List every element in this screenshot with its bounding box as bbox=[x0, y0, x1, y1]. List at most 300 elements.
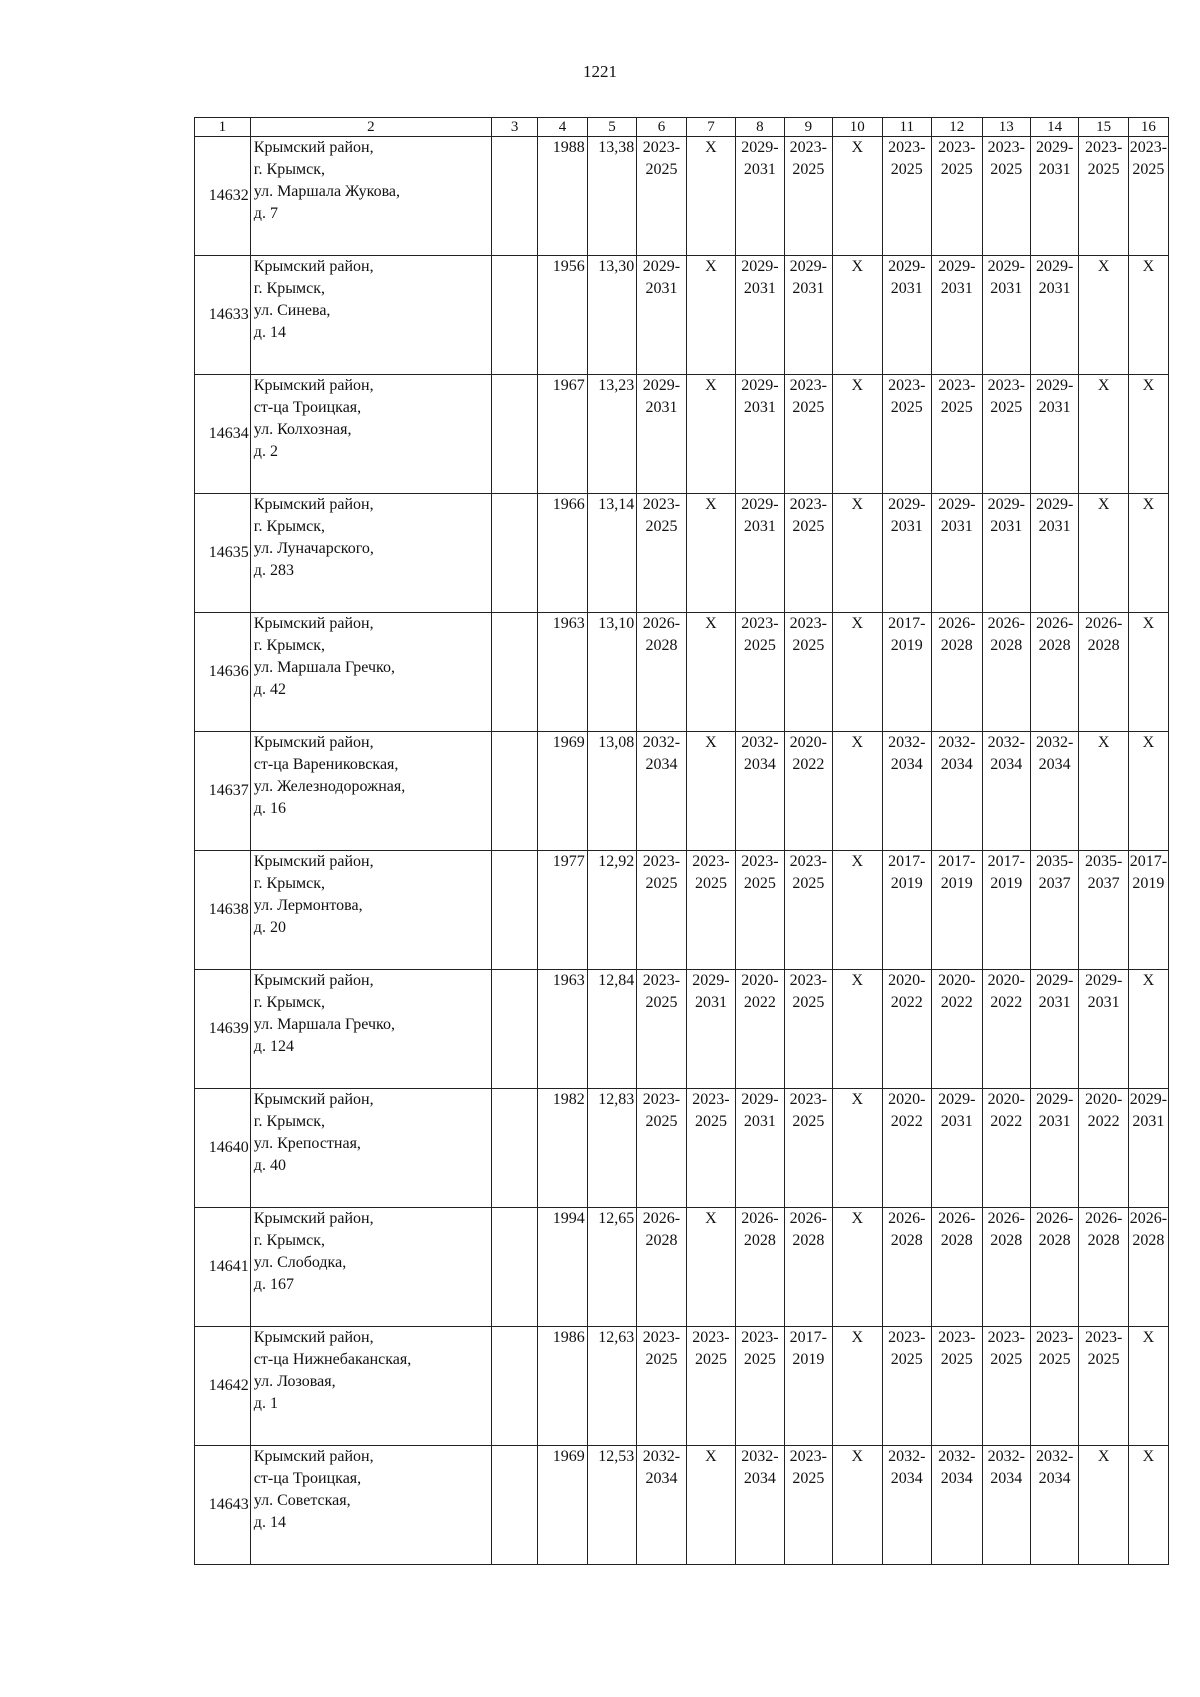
address-line: ул. Лермонтова, bbox=[253, 897, 363, 914]
address-line: г. Крымск, bbox=[253, 1113, 325, 1130]
address-line: г. Крымск, bbox=[253, 637, 325, 654]
period-cell bbox=[882, 1327, 931, 1446]
row-id-cell: 14632 bbox=[195, 137, 251, 256]
period-value: 2031 bbox=[1038, 399, 1071, 416]
period-cell bbox=[982, 613, 1030, 732]
period-value: 2025 bbox=[645, 1113, 678, 1130]
period-value: 2032- bbox=[741, 734, 779, 751]
period-value: 2025 bbox=[743, 637, 776, 654]
period-cell bbox=[736, 256, 784, 375]
period-cell bbox=[882, 851, 931, 970]
column-header: 12 bbox=[932, 118, 983, 137]
col3-cell bbox=[491, 137, 537, 256]
table-row bbox=[195, 375, 1169, 494]
period-value: 2031 bbox=[743, 399, 776, 416]
period-cell bbox=[982, 494, 1030, 613]
period-cell bbox=[686, 1089, 735, 1208]
period-cell bbox=[736, 613, 784, 732]
period-value: 2025 bbox=[645, 875, 678, 892]
address-cell bbox=[250, 375, 491, 494]
period-value: 2017- bbox=[888, 853, 926, 870]
period-cell bbox=[784, 137, 832, 256]
period-value: 2022 bbox=[1087, 1113, 1120, 1130]
period-cell bbox=[833, 494, 882, 613]
address-cell bbox=[250, 613, 491, 732]
period-cell bbox=[784, 256, 832, 375]
address-line: ул. Железнодорожная, bbox=[253, 778, 406, 795]
period-cell bbox=[833, 1208, 882, 1327]
period-cell bbox=[982, 1208, 1030, 1327]
period-cell bbox=[686, 970, 735, 1089]
period-value: 2026- bbox=[888, 1210, 926, 1227]
area-cell: 12,65 bbox=[587, 1208, 636, 1327]
period-value: Х bbox=[851, 615, 864, 632]
row-id-cell: 14637 bbox=[195, 732, 251, 851]
area-cell: 12,63 bbox=[587, 1327, 636, 1446]
period-value: 2017- bbox=[789, 1329, 827, 1346]
period-value: 2023- bbox=[789, 377, 827, 394]
period-cell bbox=[1079, 494, 1128, 613]
table-row bbox=[195, 1208, 1169, 1327]
period-cell bbox=[982, 1089, 1030, 1208]
period-value: 2032- bbox=[1036, 734, 1074, 751]
period-cell bbox=[1079, 1327, 1128, 1446]
period-value: 2019 bbox=[990, 875, 1023, 892]
address-cell bbox=[250, 494, 491, 613]
period-cell bbox=[637, 1327, 686, 1446]
row-id-cell: 14643 bbox=[195, 1446, 251, 1565]
address-line: Крымский район, bbox=[253, 139, 374, 156]
period-value: 2023- bbox=[938, 377, 976, 394]
row-id-cell: 14635 bbox=[195, 494, 251, 613]
period-cell bbox=[833, 256, 882, 375]
address-line: г. Крымск, bbox=[253, 994, 325, 1011]
area-cell: 12,53 bbox=[587, 1446, 636, 1565]
period-value: 2031 bbox=[1038, 280, 1071, 297]
period-value: 2017- bbox=[987, 853, 1025, 870]
period-value: 2032- bbox=[1036, 1448, 1074, 1465]
table-row bbox=[195, 1089, 1169, 1208]
period-cell bbox=[982, 137, 1030, 256]
period-cell bbox=[1030, 494, 1078, 613]
address-line: Крымский район, bbox=[253, 1091, 374, 1108]
address-cell bbox=[250, 137, 491, 256]
period-value: Х bbox=[851, 258, 864, 275]
period-value: Х bbox=[705, 377, 717, 394]
period-cell bbox=[784, 1446, 832, 1565]
period-value: Х bbox=[851, 496, 864, 513]
period-value: 2025 bbox=[694, 875, 727, 892]
period-value: 2025 bbox=[1087, 161, 1120, 178]
period-value: 2031 bbox=[743, 1113, 776, 1130]
period-value: 2029- bbox=[938, 258, 976, 275]
period-value: Х bbox=[851, 139, 864, 156]
period-cell bbox=[833, 1327, 882, 1446]
period-value: Х bbox=[1142, 377, 1155, 394]
period-value: 2026- bbox=[1129, 1210, 1168, 1227]
period-value: 2025 bbox=[792, 399, 825, 416]
period-value: 2023- bbox=[1084, 1329, 1123, 1346]
column-header: 8 bbox=[736, 118, 784, 137]
period-value: 2023- bbox=[987, 1329, 1025, 1346]
period-value: 2026- bbox=[1036, 615, 1074, 632]
period-cell bbox=[1079, 732, 1128, 851]
period-value: 2025 bbox=[792, 875, 825, 892]
address-cell bbox=[250, 1208, 491, 1327]
period-cell bbox=[784, 970, 832, 1089]
period-value: 2031 bbox=[1038, 518, 1071, 535]
period-cell bbox=[637, 970, 686, 1089]
period-value: 2023- bbox=[642, 1329, 681, 1346]
period-value: 2023- bbox=[789, 1448, 827, 1465]
period-value: 2031 bbox=[990, 518, 1023, 535]
period-value: Х bbox=[705, 734, 717, 751]
period-value: Х bbox=[1142, 258, 1155, 275]
address-line: д. 167 bbox=[253, 1276, 294, 1293]
col3-cell bbox=[491, 1327, 537, 1446]
period-value: 2029- bbox=[1129, 1091, 1168, 1108]
address-line: г. Крымск, bbox=[253, 1232, 325, 1249]
period-cell bbox=[1030, 613, 1078, 732]
period-cell bbox=[982, 1327, 1030, 1446]
period-cell bbox=[784, 851, 832, 970]
period-cell bbox=[784, 1208, 832, 1327]
period-value: 2026- bbox=[789, 1210, 827, 1227]
period-value: 2034 bbox=[940, 1470, 973, 1487]
period-value: 2034 bbox=[990, 756, 1023, 773]
period-cell bbox=[1030, 256, 1078, 375]
period-cell bbox=[932, 256, 983, 375]
period-cell bbox=[1128, 1446, 1168, 1565]
address-line: Крымский район, bbox=[253, 377, 374, 394]
period-value: 2029- bbox=[888, 258, 926, 275]
period-value: 2028 bbox=[990, 1232, 1023, 1249]
address-line: Крымский район, bbox=[253, 853, 374, 870]
period-value: 2019 bbox=[792, 1351, 825, 1368]
period-value: 2032- bbox=[987, 1448, 1025, 1465]
period-cell bbox=[637, 851, 686, 970]
period-value: 2019 bbox=[890, 637, 923, 654]
period-cell bbox=[882, 137, 931, 256]
period-cell bbox=[833, 613, 882, 732]
year-cell: 1963 bbox=[538, 970, 587, 1089]
period-value: Х bbox=[851, 1091, 864, 1108]
period-cell bbox=[736, 137, 784, 256]
period-value: 2025 bbox=[645, 994, 678, 1011]
period-cell bbox=[637, 732, 686, 851]
period-value: 2035- bbox=[1084, 853, 1123, 870]
period-cell bbox=[736, 1446, 784, 1565]
period-value: Х bbox=[1142, 972, 1155, 989]
period-value: 2025 bbox=[1087, 1351, 1120, 1368]
period-value: 2025 bbox=[792, 161, 825, 178]
table-row bbox=[195, 1327, 1169, 1446]
period-value: 2020- bbox=[888, 972, 926, 989]
period-value: 2034 bbox=[645, 756, 678, 773]
period-value: 2028 bbox=[990, 637, 1023, 654]
period-value: 2029- bbox=[1036, 496, 1074, 513]
row-id-cell: 14641 bbox=[195, 1208, 251, 1327]
period-cell bbox=[637, 613, 686, 732]
period-value: 2032- bbox=[938, 734, 976, 751]
period-value: 2023- bbox=[789, 615, 827, 632]
period-value: 2025 bbox=[645, 518, 678, 535]
period-cell bbox=[1030, 137, 1078, 256]
period-value: 2034 bbox=[743, 1470, 776, 1487]
area-cell: 13,23 bbox=[587, 375, 636, 494]
period-value: Х bbox=[851, 377, 864, 394]
period-cell bbox=[833, 1089, 882, 1208]
period-value: 2031 bbox=[743, 161, 776, 178]
period-value: 2029- bbox=[741, 258, 779, 275]
period-cell bbox=[833, 732, 882, 851]
period-value: Х bbox=[1142, 1448, 1155, 1465]
period-cell bbox=[882, 1208, 931, 1327]
address-cell bbox=[250, 1446, 491, 1565]
period-value: 2026- bbox=[938, 1210, 976, 1227]
period-cell bbox=[736, 851, 784, 970]
period-cell bbox=[1079, 137, 1128, 256]
area-cell: 13,30 bbox=[587, 256, 636, 375]
period-value: 2017- bbox=[938, 853, 976, 870]
period-cell bbox=[1030, 1327, 1078, 1446]
period-value: 2020- bbox=[987, 1091, 1025, 1108]
period-value: Х bbox=[705, 1448, 717, 1465]
column-header: 5 bbox=[587, 118, 636, 137]
row-id-cell: 14642 bbox=[195, 1327, 251, 1446]
period-cell bbox=[1128, 1208, 1168, 1327]
period-value: 2023- bbox=[789, 496, 827, 513]
period-value: 2028 bbox=[1132, 1232, 1165, 1249]
year-cell: 1966 bbox=[538, 494, 587, 613]
period-cell bbox=[1128, 1327, 1168, 1446]
column-header: 4 bbox=[538, 118, 587, 137]
col3-cell bbox=[491, 1208, 537, 1327]
period-cell bbox=[1030, 1446, 1078, 1565]
table-row bbox=[195, 613, 1169, 732]
year-cell: 1986 bbox=[538, 1327, 587, 1446]
period-value: 2023- bbox=[642, 496, 681, 513]
period-value: Х bbox=[1097, 258, 1110, 275]
address-cell bbox=[250, 970, 491, 1089]
address-line: Крымский район, bbox=[253, 734, 374, 751]
period-cell bbox=[982, 256, 1030, 375]
period-cell bbox=[882, 732, 931, 851]
address-line: ул. Советская, bbox=[253, 1492, 351, 1509]
period-cell bbox=[882, 970, 931, 1089]
period-cell bbox=[736, 375, 784, 494]
period-cell bbox=[1079, 256, 1128, 375]
column-header: 15 bbox=[1079, 118, 1128, 137]
period-cell bbox=[833, 137, 882, 256]
period-value: 2026- bbox=[1036, 1210, 1074, 1227]
period-cell bbox=[1030, 851, 1078, 970]
period-value: 2023- bbox=[741, 853, 779, 870]
address-line: ул. Маршала Гречко, bbox=[253, 659, 396, 676]
period-cell bbox=[932, 732, 983, 851]
period-value: Х bbox=[1142, 615, 1155, 632]
period-cell bbox=[932, 137, 983, 256]
period-value: 2025 bbox=[743, 875, 776, 892]
period-cell bbox=[1128, 970, 1168, 1089]
period-cell bbox=[686, 732, 735, 851]
period-cell bbox=[686, 256, 735, 375]
period-value: 2025 bbox=[743, 1351, 776, 1368]
address-line: ул. Маршала Жукова, bbox=[253, 183, 401, 200]
period-cell bbox=[982, 375, 1030, 494]
period-value: 2025 bbox=[940, 161, 973, 178]
period-value: 2026- bbox=[987, 1210, 1025, 1227]
period-cell bbox=[637, 137, 686, 256]
period-value: 2029- bbox=[741, 496, 779, 513]
period-value: 2028 bbox=[890, 1232, 923, 1249]
period-value: 2023- bbox=[692, 853, 730, 870]
period-cell bbox=[1128, 375, 1168, 494]
year-cell: 1963 bbox=[538, 613, 587, 732]
column-header: 9 bbox=[784, 118, 832, 137]
period-value: 2023- bbox=[642, 972, 681, 989]
period-cell bbox=[784, 375, 832, 494]
table-row bbox=[195, 732, 1169, 851]
period-value: 2022 bbox=[990, 1113, 1023, 1130]
year-cell: 1982 bbox=[538, 1089, 587, 1208]
address-cell bbox=[250, 256, 491, 375]
period-cell bbox=[686, 494, 735, 613]
period-value: 2031 bbox=[1038, 1113, 1071, 1130]
period-value: 2031 bbox=[743, 518, 776, 535]
column-header: 2 bbox=[250, 118, 491, 137]
page-number: 1221 bbox=[583, 62, 617, 81]
year-cell: 1969 bbox=[538, 732, 587, 851]
period-cell bbox=[982, 732, 1030, 851]
period-cell bbox=[686, 613, 735, 732]
period-cell bbox=[932, 1327, 983, 1446]
table-row bbox=[195, 851, 1169, 970]
period-value: 2025 bbox=[1038, 1351, 1071, 1368]
period-cell bbox=[932, 613, 983, 732]
period-value: Х bbox=[705, 139, 717, 156]
address-line: д. 42 bbox=[253, 681, 286, 698]
period-cell bbox=[1079, 375, 1128, 494]
period-value: 2025 bbox=[694, 1113, 727, 1130]
period-cell bbox=[637, 256, 686, 375]
address-line: д. 1 bbox=[253, 1395, 278, 1412]
period-value: 2020- bbox=[987, 972, 1025, 989]
period-value: 2026- bbox=[938, 615, 976, 632]
period-value: 2032- bbox=[741, 1448, 779, 1465]
period-value: 2028 bbox=[1038, 1232, 1071, 1249]
period-value: 2026- bbox=[642, 615, 681, 632]
period-cell bbox=[736, 1089, 784, 1208]
period-value: 2022 bbox=[743, 994, 776, 1011]
period-cell bbox=[1079, 970, 1128, 1089]
period-value: 2037 bbox=[1038, 875, 1071, 892]
address-line: Крымский район, bbox=[253, 1448, 374, 1465]
period-value: 2023- bbox=[789, 853, 827, 870]
period-cell bbox=[686, 1208, 735, 1327]
address-cell bbox=[250, 732, 491, 851]
period-value: Х bbox=[705, 615, 717, 632]
period-cell bbox=[982, 970, 1030, 1089]
period-value: 2031 bbox=[1132, 1113, 1165, 1130]
period-value: 2031 bbox=[940, 1113, 973, 1130]
col3-cell bbox=[491, 256, 537, 375]
address-line: ст-ца Троицкая, bbox=[253, 1470, 362, 1487]
period-value: 2025 bbox=[890, 1351, 923, 1368]
period-cell bbox=[686, 375, 735, 494]
period-cell bbox=[932, 1446, 983, 1565]
period-cell bbox=[637, 1208, 686, 1327]
period-value: 2029- bbox=[1036, 139, 1074, 156]
period-cell bbox=[736, 1327, 784, 1446]
row-id-cell: 14638 bbox=[195, 851, 251, 970]
period-value: 2031 bbox=[890, 280, 923, 297]
row-id-cell: 14636 bbox=[195, 613, 251, 732]
period-value: Х bbox=[851, 1210, 864, 1227]
period-value: Х bbox=[851, 1329, 864, 1346]
column-header: 7 bbox=[686, 118, 735, 137]
period-cell bbox=[1128, 137, 1168, 256]
period-value: 2025 bbox=[645, 1351, 678, 1368]
period-value: 2034 bbox=[645, 1470, 678, 1487]
period-cell bbox=[1030, 970, 1078, 1089]
period-value: 2023- bbox=[888, 139, 926, 156]
period-value: 2031 bbox=[1038, 161, 1071, 178]
address-line: ул. Слободка, bbox=[253, 1254, 347, 1271]
period-value: Х bbox=[851, 734, 864, 751]
period-cell bbox=[882, 375, 931, 494]
period-cell bbox=[637, 1446, 686, 1565]
address-line: Крымский район, bbox=[253, 615, 374, 632]
period-value: 2017- bbox=[1129, 853, 1168, 870]
table-row bbox=[195, 137, 1169, 256]
period-value: 2028 bbox=[1087, 1232, 1120, 1249]
address-line: г. Крымск, bbox=[253, 161, 325, 178]
col3-cell bbox=[491, 613, 537, 732]
period-value: 2019 bbox=[890, 875, 923, 892]
period-value: Х bbox=[1142, 496, 1155, 513]
period-cell bbox=[1030, 375, 1078, 494]
year-cell: 1977 bbox=[538, 851, 587, 970]
address-line: д. 16 bbox=[253, 800, 286, 817]
address-line: д. 283 bbox=[253, 562, 294, 579]
period-value: 2034 bbox=[1038, 1470, 1071, 1487]
address-line: ул. Синева, bbox=[253, 302, 331, 319]
column-header: 10 bbox=[833, 118, 882, 137]
column-header: 16 bbox=[1128, 118, 1168, 137]
address-line: д. 14 bbox=[253, 1514, 286, 1531]
period-value: 2035- bbox=[1036, 853, 1074, 870]
table-row bbox=[195, 970, 1169, 1089]
period-cell bbox=[1079, 1208, 1128, 1327]
period-cell bbox=[932, 851, 983, 970]
col3-cell bbox=[491, 970, 537, 1089]
area-cell: 13,08 bbox=[587, 732, 636, 851]
period-cell bbox=[1030, 732, 1078, 851]
period-value: 2025 bbox=[645, 161, 678, 178]
period-value: 2032- bbox=[642, 1448, 681, 1465]
period-value: 2025 bbox=[792, 637, 825, 654]
period-cell bbox=[784, 1327, 832, 1446]
period-value: 2031 bbox=[890, 518, 923, 535]
period-value: 2029- bbox=[938, 1091, 976, 1108]
period-value: 2025 bbox=[792, 994, 825, 1011]
period-cell bbox=[784, 732, 832, 851]
col3-cell bbox=[491, 851, 537, 970]
period-value: 2032- bbox=[938, 1448, 976, 1465]
period-cell bbox=[686, 1446, 735, 1565]
address-line: ст-ца Нижнебаканская, bbox=[253, 1351, 412, 1368]
